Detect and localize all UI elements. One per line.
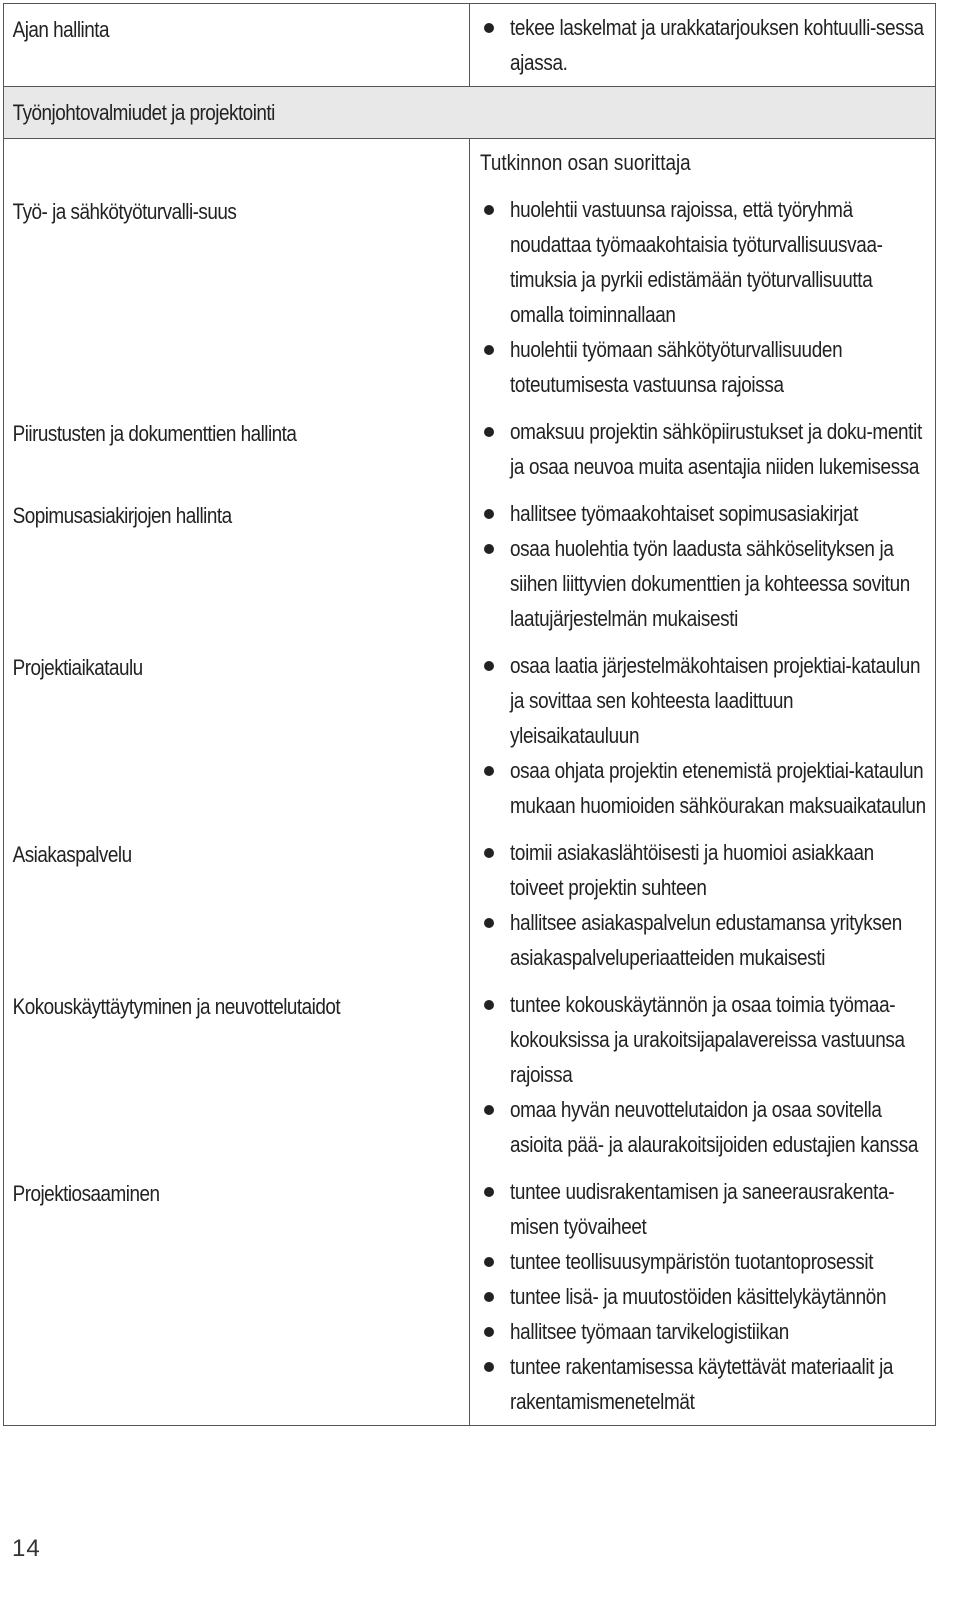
- criteria-list: [480, 192, 927, 402]
- row-label: Kokouskäyttäytyminen ja neuvottelutaidot: [12, 994, 341, 1019]
- bullet-icon: [484, 345, 494, 355]
- table-row: [4, 1168, 935, 1425]
- bullet-icon: [484, 205, 494, 215]
- list-item: toimii asiakaslähtöisesti ja huomioi asiakkaan toiveet projektin suhteen: [480, 835, 927, 905]
- list-item: tuntee teollisuusympäristön tuotantoprosessit: [480, 1244, 927, 1279]
- list-item: tuntee rakentamisessa käytettävät materiaalit ja rakentamismenetelmät: [480, 1349, 927, 1419]
- bullet-icon: [484, 918, 494, 928]
- column-heading: Tutkinnon osan suorittaja: [469, 139, 935, 186]
- bullet-icon: [484, 427, 494, 437]
- table-row: [4, 490, 935, 642]
- row-criteria: [469, 4, 935, 86]
- list-item: hallitsee työmaan tarvikelogistiikan: [480, 1314, 927, 1349]
- bullet-icon: [484, 1187, 494, 1197]
- row-criteria: [469, 408, 935, 490]
- row-criteria: [469, 490, 935, 642]
- list-item: hallitsee asiakaspalvelun edustamansa yrityksen asiakaspalveluperiaatteiden mukaisesti: [480, 905, 927, 975]
- table-row: [4, 186, 935, 408]
- list-item: tuntee lisä- ja muutostöiden käsittelykäytännön: [480, 1279, 927, 1314]
- row-criteria: [469, 186, 935, 408]
- bullet-icon: [484, 1257, 494, 1267]
- bullet-icon: [484, 509, 494, 519]
- criteria-list: [480, 496, 927, 636]
- table-row: [4, 4, 935, 86]
- list-item: hallitsee työmaakohtaiset sopimusasiakirjat: [480, 496, 927, 531]
- bullet-icon: [484, 766, 494, 776]
- table-row: [4, 139, 935, 186]
- criteria-list: [480, 10, 927, 80]
- table-row: [4, 829, 935, 981]
- list-item: omaksuu projektin sähköpiirustukset ja doku-mentit ja osaa neuvoa muita asentajia niiden lukemisessa: [480, 414, 927, 484]
- list-item: osaa laatia järjestelmäkohtaisen projektiai-kataulun ja sovittaa sen kohteesta laadittuun yleisaikatauluun: [480, 648, 927, 753]
- row-label: Ajan hallinta: [12, 17, 109, 42]
- row-label: Piirustusten ja dokumenttien hallinta: [12, 421, 297, 446]
- row-label: Projektiosaaminen: [12, 1181, 160, 1206]
- table-row: [4, 981, 935, 1168]
- bullet-icon: [484, 1292, 494, 1302]
- bullet-icon: [484, 1105, 494, 1115]
- list-item: omaa hyvän neuvottelutaidon ja osaa sovitella asioita pää- ja alaurakoitsijoiden edustajien kanssa: [480, 1092, 927, 1162]
- list-item: huolehtii työmaan sähkötyöturvallisuuden toteutumisesta vastuunsa rajoissa: [480, 332, 927, 402]
- section-header: [4, 86, 935, 139]
- row-criteria: [469, 981, 935, 1168]
- list-item: osaa huolehtia työn laadusta sähköselityksen ja siihen liittyvien dokumenttien ja kohteessa sovitun laatujärjestelmän mukaisesti: [480, 531, 927, 636]
- criteria-list: [480, 648, 927, 823]
- row-label: Asiakaspalvelu: [12, 842, 132, 867]
- criteria-list: [480, 835, 927, 975]
- bullet-icon: [484, 1327, 494, 1337]
- page-number: 14: [12, 1535, 41, 1562]
- criteria-list: [480, 1174, 927, 1419]
- competence-table: [3, 3, 936, 1426]
- row-label: Projektiaikataulu: [12, 655, 143, 680]
- bullet-icon: [484, 661, 494, 671]
- row-criteria: [469, 642, 935, 829]
- list-item: tuntee uudisrakentamisen ja saneerausrakenta-misen työvaiheet: [480, 1174, 927, 1244]
- list-item: huolehtii vastuunsa rajoissa, että työryhmä noudattaa työmaakohtaisia työturvallisuusvaa-timuksia ja pyrkii edistämään työturvallisuutta omalla toiminnallaan: [480, 192, 927, 332]
- bullet-icon: [484, 544, 494, 554]
- row-criteria: [469, 1168, 935, 1425]
- row-criteria: [469, 829, 935, 981]
- list-item: tekee laskelmat ja urakkatarjouksen kohtuulli-sessa ajassa.: [480, 10, 927, 80]
- criteria-list: [480, 987, 927, 1162]
- section-heading: Työnjohtovalmiudet ja projektointi: [12, 100, 275, 125]
- bullet-icon: [484, 848, 494, 858]
- list-item: tuntee kokouskäytännön ja osaa toimia työmaa-kokouksissa ja urakoitsijapalavereissa vastuunsa rajoissa: [480, 987, 927, 1092]
- criteria-list: [480, 414, 927, 484]
- bullet-icon: [484, 1362, 494, 1372]
- row-label: Sopimusasiakirjojen hallinta: [12, 503, 232, 528]
- table-row: [4, 642, 935, 829]
- table-row: [4, 408, 935, 490]
- bullet-icon: [484, 23, 494, 33]
- row-label: Työ- ja sähkötyöturvalli-suus: [12, 199, 237, 224]
- list-item: osaa ohjata projektin etenemistä projektiai-kataulun mukaan huomioiden sähköurakan maksuaikataulun: [480, 753, 927, 823]
- bullet-icon: [484, 1000, 494, 1010]
